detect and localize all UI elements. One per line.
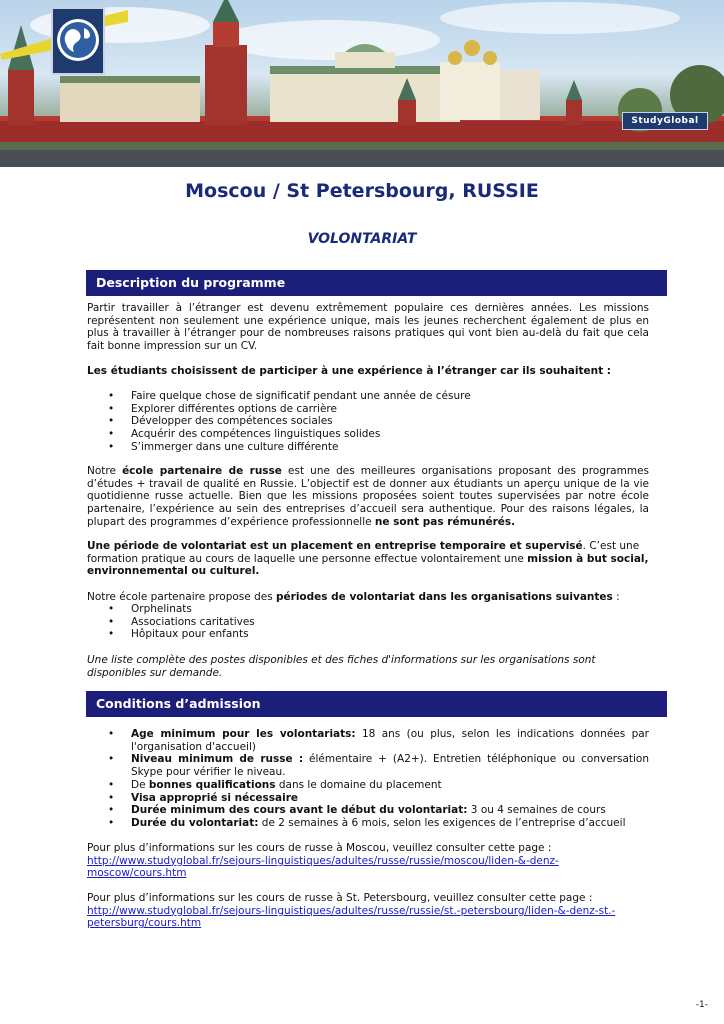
page-number: -1- — [695, 1000, 708, 1010]
moscow-info-text: Pour plus d’informations sur les cours de russe à Moscou, veuillez consulter cette page : — [87, 842, 552, 854]
list-item: • Durée minimum des cours avant le début du volontariat: 3 ou 4 semaines de cours — [87, 804, 649, 817]
reasons-list — [87, 390, 649, 454]
stpetersburg-course-link[interactable]: http://www.studyglobal.fr/sejours-linguistiques/adultes/russe/russie/st.-petersbourg/liden-&-denz-st.-petersburg/cours.htm — [87, 904, 616, 930]
list-item: • S’immerger dans une culture différente — [87, 441, 649, 454]
availability-note: Une liste complète des postes disponibles et des fiches d'informations sur les organisations sont disponibles sur demande. — [87, 654, 596, 679]
list-item: • Développer des compétences sociales — [87, 415, 649, 428]
list-item: • Hôpitaux pour enfants — [87, 628, 649, 641]
list-item: • Orphelinats — [87, 603, 649, 616]
list-item: • Age minimum pour les volontariats: 18 ans (ou plus, selon les indications données par l'organisation d'accueil) — [87, 728, 649, 753]
section-heading-conditions: Conditions d’admission — [86, 691, 667, 717]
list-item: • Faire quelque chose de significatif pendant une année de césure — [87, 390, 649, 403]
list-item: • De bonnes qualifications dans le domaine du placement — [87, 779, 649, 792]
moscow-course-link[interactable]: http://www.studyglobal.fr/sejours-linguistiques/adultes/russe/russie/moscou/liden-&-denz-moscow/cours.htm — [87, 854, 559, 880]
list-item: • Explorer différentes options de carrière — [87, 403, 649, 416]
studyglobal-logo-icon — [0, 0, 128, 100]
list-item: • Acquérir des compétences linguistiques solides — [87, 428, 649, 441]
list-item: • Niveau minimum de russe : élémentaire + (A2+). Entretien téléphonique ou conversation Skype pour vérifier le niveau. — [87, 753, 649, 778]
partner-paragraph: Notre école partenaire de russe est une des meilleures organisations proposant des programmes d’études + travail de qualité en Russie. L’objectif est de donner aux étudiants un aperçu unique de la vie quotidienne russe actuelle. Bien que les missions proposées soient toutes supervisées par notre école partenaire, l’expérience au sein des entreprises d’accueil sera authentique. Pour des raisons légales, la plupart des programmes d’expérience professionnelle ne sont pas rémunérés. — [87, 465, 650, 528]
conditions-list — [87, 728, 649, 830]
page-title: Moscou / St Petersbourg, RUSSIE — [185, 180, 539, 202]
stpetersburg-info — [87, 892, 649, 930]
organisations-list — [87, 603, 649, 641]
section-heading-description: Description du programme — [86, 270, 667, 296]
list-item: • Associations caritatives — [87, 616, 649, 629]
header-banner-image — [0, 0, 724, 167]
list-item: • Visa approprié si nécessaire — [87, 792, 649, 805]
page-subtitle: VOLONTARIAT — [307, 231, 417, 247]
intro-paragraph: Partir travailler à l’étranger est devenu extrêmement populaire ces dernières années. Les missions représentent non seulement une expérience unique, mais les jeunes recherchent également de plus en plus à travailler à l’étranger pour de nombreuses raisons pratiques qui vont bien au-delà du fait que cela fait bonne impression sur un CV. — [87, 302, 649, 353]
logo-wordmark: StudyGlobal — [622, 112, 708, 130]
moscow-info — [87, 842, 649, 880]
stpetersburg-info-text: Pour plus d’informations sur les cours de russe à St. Petersbourg, veuillez consulter cette page : — [87, 892, 593, 904]
list-item: • Durée du volontariat: de 2 semaines à 6 mois, selon les exigences de l’entreprise d’accueil — [87, 817, 649, 830]
organisations-intro: Notre école partenaire propose des périodes de volontariat dans les organisations suivantes : — [87, 591, 620, 603]
reasons-heading: Les étudiants choisissent de participer à une expérience à l’étranger car ils souhaitent : — [87, 365, 611, 377]
volunteer-paragraph: Une période de volontariat est un placement en entreprise temporaire et supervisé. C’est une formation pratique au cours de laquelle une personne effectue volontairement une mission à but social, environnemental ou culturel. — [87, 540, 649, 578]
